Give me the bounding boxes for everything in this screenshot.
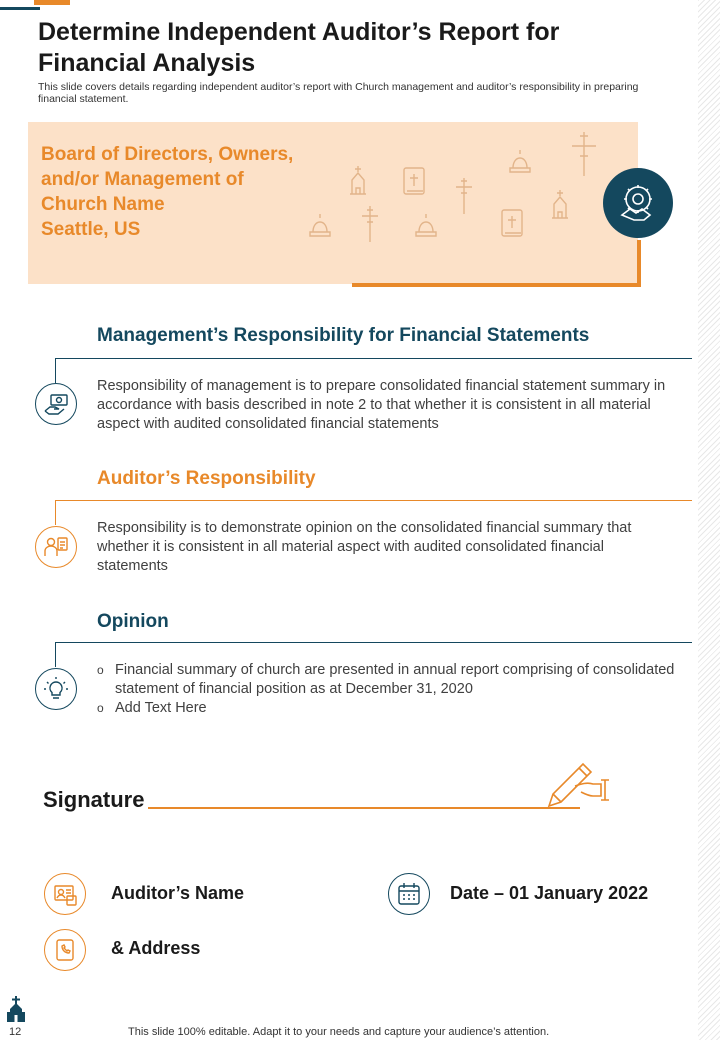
lightbulb-icon — [35, 668, 77, 710]
money-hand-icon — [35, 383, 77, 425]
opinion-section-title: Opinion — [97, 611, 169, 632]
auditor-document-icon — [35, 526, 77, 568]
handshake-gear-icon — [603, 168, 673, 238]
church-icon — [7, 996, 25, 1022]
calendar-icon — [388, 873, 430, 915]
auditor-connector — [55, 500, 56, 525]
board-line-1: Board of Directors, Owners, — [41, 144, 294, 165]
phone-icon — [44, 929, 86, 971]
signature-line[interactable] — [148, 807, 580, 809]
opinion-divider — [55, 642, 692, 643]
address-label: & Address — [111, 938, 201, 958]
opinion-bullet-1: o Financial summary of church are presented in annual report comprising of consolidated statement of financial position as at December 31, 2020 — [97, 661, 677, 699]
board-line-2: and/or Management of — [41, 169, 244, 190]
board-accent-vertical — [637, 240, 641, 287]
management-divider — [55, 358, 692, 359]
auditor-divider — [55, 500, 692, 501]
signature-label: Signature — [43, 787, 145, 812]
top-accent-orange — [34, 0, 70, 5]
id-card-icon — [44, 873, 86, 915]
management-connector — [55, 358, 56, 383]
auditor-section-title: Auditor’s Responsibility — [97, 468, 316, 489]
management-section-title: Management’s Responsibility for Financial Statements — [97, 325, 590, 346]
board-line-4: Seattle, US — [41, 219, 141, 240]
auditor-text: Responsibility is to demonstrate opinion on the consolidated financial summary that whether it is consistent in all material aspect with audited consolidated financial statements — [97, 520, 632, 574]
top-accent-teal — [0, 7, 40, 10]
board-heading — [41, 142, 341, 242]
management-text: Responsibility of management is to prepare consolidated financial statement summary in accordance with basis described in note 2 to that whether it is consistent in all material aspect with audited consolidated financial statements — [97, 378, 666, 432]
footer-note: This slide 100% editable. Adapt it to your needs and capture your audience’s attention. — [128, 1026, 550, 1038]
decorative-stripes — [698, 0, 720, 1040]
board-line-3: Church Name — [41, 194, 165, 215]
opinion-bullet-2: o Add Text Here — [97, 699, 677, 718]
date-label: Date – 01 January 2022 — [450, 883, 649, 903]
page-title: Determine Independent Auditor’s Report for Financial Analysis — [38, 18, 560, 77]
opinion-list — [97, 661, 677, 718]
page-subtitle: This slide covers details regarding independent auditor’s report with Church management and auditor’s responsibility in preparing financial statement. — [38, 81, 639, 105]
page-number: 12 — [9, 1026, 22, 1038]
auditor-name-label: Auditor’s Name — [111, 883, 245, 903]
opinion-connector — [55, 642, 56, 667]
board-accent-horizontal — [352, 283, 641, 287]
church-pattern-icon — [300, 124, 600, 254]
pen-signing-icon — [545, 760, 611, 810]
